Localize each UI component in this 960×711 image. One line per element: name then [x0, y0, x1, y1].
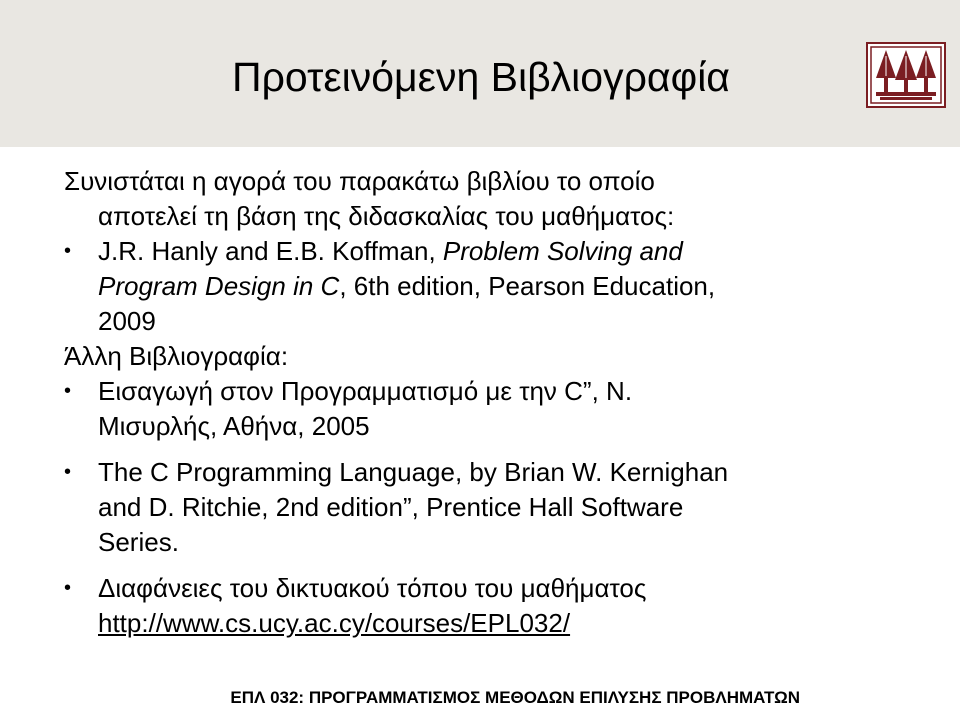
intro-line: αποτελεί τη βάση της διδασκαλίας του μαθήματος: [98, 201, 675, 231]
item-text-cont: and D. Ritchie, 2nd edition”, Prentice Hall Software [98, 492, 684, 522]
item-text-cont: Series. [98, 527, 179, 557]
item-text: The C Programming Language, by Brian W. Kernighan [98, 457, 729, 487]
item-text: Εισαγωγή στον Προγραμματισμό με την C”, Ν. [98, 376, 633, 406]
list-item [64, 455, 924, 490]
book-authors: J.R. Hanly and E.B. Koffman, [98, 236, 443, 266]
item-text-cont: Μισυρλής, Αθήνα, 2005 [98, 411, 370, 441]
book-details: , 6th edition, Pearson Education, [339, 271, 716, 301]
main-book-item-cont [64, 269, 924, 304]
bullet: • [64, 461, 72, 483]
slide-body [64, 164, 924, 641]
title-band [0, 0, 960, 147]
bullet: • [64, 380, 72, 402]
book-title: Problem Solving and [442, 236, 683, 266]
other-bibliography-heading: Άλλη Βιβλιογραφία: [64, 341, 289, 371]
footer [0, 684, 960, 711]
bullet: • [64, 577, 72, 599]
item-text: Διαφάνειες του δικτυακού τόπου του μαθήματος [98, 573, 647, 603]
course-link-line [64, 606, 924, 641]
list-item [64, 374, 924, 409]
slide-title: Προτεινόμενη Βιβλιογραφία [232, 54, 731, 100]
intro-line: Συνιστάται η αγορά του παρακάτω βιβλίου το οποίο [64, 166, 655, 196]
university-tree-logo-icon [866, 42, 946, 108]
book-title: Program Design in C [98, 271, 340, 301]
list-item [64, 571, 924, 606]
course-website-link[interactable]: http://www.cs.ucy.ac.cy/courses/EPL032/ [98, 608, 571, 638]
bullet: • [64, 240, 72, 262]
book-year: 2009 [98, 306, 156, 336]
footer-course-title: ΕΠΛ 032: ΠΡΟΓΡΑΜΜΑΤΙΣΜΟΣ ΜΕΘΟΔΩΝ ΕΠΙΛΥΣΗΣ ΠΡΟΒΛΗΜΑΤΩΝ [230, 688, 800, 707]
main-book-item [64, 234, 924, 269]
